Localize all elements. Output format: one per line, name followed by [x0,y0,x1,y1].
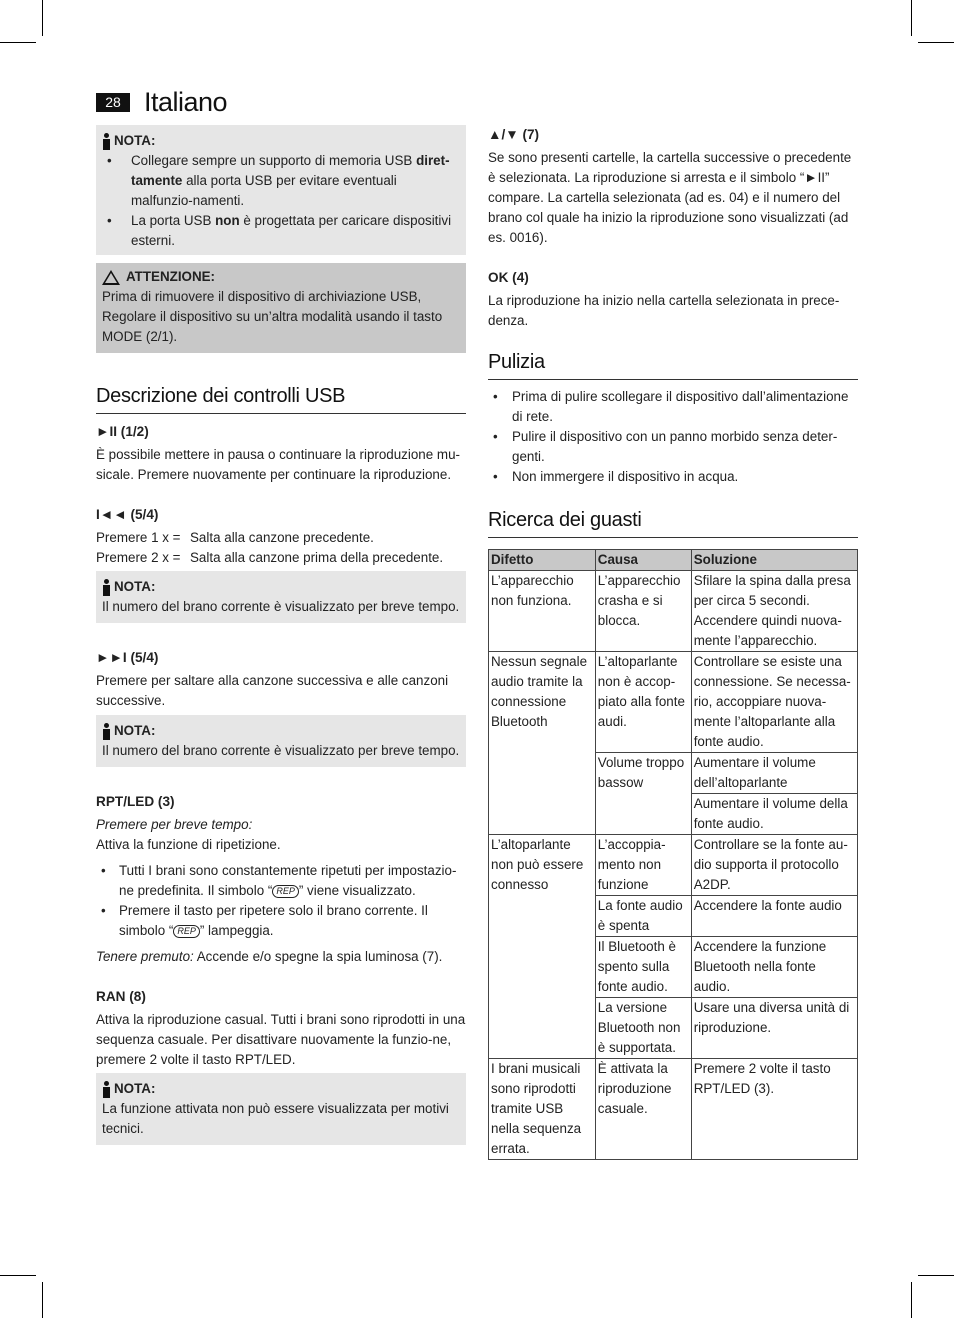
column-header: Causa [595,550,691,571]
key-ref: (5/4) [130,650,159,665]
table-cell: Usare una diversa unità di riproduzione. [691,998,857,1059]
crop-mark [918,1275,954,1276]
table-cell: La fonte audio è spenta [595,896,691,937]
text: alla porta USB per evitare eventuali malfunzio-namenti. [131,173,397,208]
table-cell: Nessun segnale audio tramite la connessione Bluetooth [489,652,596,835]
table-cell: Controllare se esiste una connessione. Se necessa-rio, accoppiare nuova-mente l’altoparlante alla fonte audio. [691,652,857,753]
crop-mark [911,0,912,36]
row-value: Salta alla canzone prima della precedente. [190,550,444,565]
text: Accende e/o spegne la spia luminosa (7). [193,949,443,964]
list-item [96,861,466,901]
column-header: Difetto [489,550,596,571]
section-title: Descrizione dei controlli USB [96,383,466,414]
nota-box [96,125,466,255]
nota-header [102,1079,460,1099]
play-text: È possibile mettere in pausa o continuare la riproduzione mu-sicale. Premere nuovamente per continuare la riproduzione. [96,447,460,482]
nota-box [96,715,466,767]
bold-text: non [215,213,240,228]
skip-back-icon: I◄◄ [96,507,127,522]
nota-header [102,131,460,151]
table-cell: Aumentare il volume dell’altoparlante [691,753,857,794]
table-row [489,652,858,753]
row-key: Premere 2 x = [96,550,181,565]
table-cell: L’apparecchio crasha e si blocca. [595,571,691,652]
nota-header [102,721,460,741]
text: ” viene visualizzato. [298,883,416,898]
skip-forward-icon: ►►I [96,650,127,665]
italic-label: Premere per breve tempo: [96,817,253,832]
nota-label: NOTA: [114,133,156,148]
nota-list [102,151,460,251]
rpt-heading: RPT/LED (3) [96,794,175,809]
nota-label: NOTA: [114,1081,156,1096]
prev-row [96,528,466,548]
prev-heading [96,505,466,525]
ok-heading: OK (4) [488,270,529,285]
crop-mark [0,42,36,43]
up-down-icon: ▲/▼ [488,127,519,142]
bold-text: diret-tamente [131,153,450,188]
prev-row [96,548,466,568]
next-text: Premere per saltare alla canzone successiva e alle canzoni successive. [96,673,449,708]
nota-label: NOTA: [114,723,156,738]
info-icon [102,133,111,150]
text: Tutti I brani sono constantemente ripetuti per impostazio-ne predefinita. Il simbolo “ [119,863,457,898]
ran-text: Attiva la riproduzione casual. Tutti i brani sono riprodotti in una sequenza casuale. Per disattivare nuovamente la funzio-ne, premere 2 volte il tasto RPT/LED. [96,1012,466,1067]
repeat-icon: REP [173,925,200,938]
column-header: Soluzione [691,550,857,571]
table-row [489,571,858,652]
table-cell: Il Bluetooth è spento sulla fonte audio. [595,937,691,998]
key-ref: (7) [522,127,540,142]
rpt-short-text: Attiva la funzione di ripetizione. [96,837,281,852]
list-item: • Non immergere il dispositivo in acqua. [488,467,858,487]
table-cell: La versione Bluetooth non è supportata. [595,998,691,1059]
nota-text: Il numero del brano corrente è visualizzato per breve tempo. [102,743,460,758]
table-cell: L’apparecchio non funziona. [489,571,596,652]
table-cell: I brani musicali sono riprodotti tramite USB nella sequenza errata. [489,1059,596,1160]
table-cell: L’altoparlante non può essere connesso [489,835,596,1059]
list-item [102,151,460,211]
table-cell: Premere 2 volte il tasto RPT/LED (3). [691,1059,857,1160]
play-pause-icon: ►II [96,424,118,439]
play-pause-heading [96,422,466,442]
next-heading [96,648,466,668]
ok-text: La riproduzione ha inizio nella cartella selezionata in prece-denza. [488,293,840,328]
list-item [96,901,466,941]
info-icon [102,723,111,740]
nota-label: NOTA: [114,579,156,594]
nota-header [102,577,460,597]
list-item: • Prima di pulire scollegare il dispositivo dall’alimentazione di rete. [488,387,858,427]
nota-text: La funzione attivata non può essere visualizzata per motivi tecnici. [102,1101,449,1136]
rpt-long-text [96,947,466,967]
table-cell: È attivata la riproduzione casuale. [595,1059,691,1160]
list-item [102,211,460,251]
text: Premere il tasto per ripetere solo il brano corrente. Il simbolo “ [119,903,428,938]
crop-mark [911,1282,912,1318]
guasti-title: Ricerca dei guasti [488,507,858,538]
pulizia-title: Pulizia [488,349,858,380]
table-row [489,835,858,896]
row-value: Salta alla canzone precedente. [190,530,374,545]
crop-mark [42,0,43,36]
crop-mark [0,1275,36,1276]
page-title: Italiano [144,87,228,117]
attenzione-label: ATTENZIONE: [126,269,216,284]
key-ref: (1/2) [120,424,149,439]
table-cell: Volume troppo bassow [595,753,691,835]
updown-text: Se sono presenti cartelle, la cartella successive o precedente è selezionata. La riproduzione si arresta e il simbolo “►II” compare. La cartella selezionata (ad es. 04) e il numero del brano col quale ha inizio la riproduzione sono visualizzati (ad es. 0016). [488,150,852,245]
table-cell: L’altoparlante non è accop-piato alla fonte audi. [595,652,691,753]
ran-heading: RAN (8) [96,989,146,1004]
italic-label: Tenere premuto: [96,949,194,964]
row-key: Premere 1 x = [96,530,181,545]
text: ” lampeggia. [199,923,274,938]
warning-icon [102,270,120,285]
key-ref: (5/4) [130,507,159,522]
table-cell: Accendere la fonte audio [691,896,857,937]
troubleshooting-table [488,549,858,1160]
list-item: • Pulire il dispositivo con un panno morbido senza deter-genti. [488,427,858,467]
nota-box [96,571,466,623]
text: è progettata per caricare dispositivi esterni. [131,213,452,248]
text: Collegare sempre un supporto di memoria USB [131,153,417,168]
table-cell: Controllare se la fonte au-dio supporta il protocollo A2DP. [691,835,857,896]
updown-heading [488,125,858,145]
attenzione-box [96,263,466,353]
text: La porta USB [131,213,216,228]
rpt-list [96,861,466,941]
table-header-row [489,550,858,571]
nota-box [96,1073,466,1145]
info-icon [102,1081,111,1098]
crop-mark [918,42,954,43]
page-number: 28 [96,93,130,112]
table-row [489,1059,858,1160]
pulizia-list [488,387,858,487]
crop-mark [42,1282,43,1318]
right-column [488,125,858,1160]
table-cell: Aumentare il volume della fonte audio. [691,794,857,835]
attenzione-text: Prima di rimuovere il dispositivo di archiviazione USB, Regolare il dispositivo su un’altra modalità usando il tasto MODE (2/1). [102,289,443,344]
table-cell: Sfilare la spina dalla presa per circa 5 secondi. Accendere quindi nuova-mente l’apparecchio. [691,571,857,652]
nota-text: Il numero del brano corrente è visualizzato per breve tempo. [102,599,460,614]
rpt-short-label [96,815,466,835]
info-icon [102,579,111,596]
table-cell: Accendere la funzione Bluetooth nella fonte audio. [691,937,857,998]
left-column [96,125,466,1153]
repeat-icon: REP [272,885,299,898]
table-cell: L’accoppia-mento non funzione [595,835,691,896]
attenzione-header [102,267,460,287]
